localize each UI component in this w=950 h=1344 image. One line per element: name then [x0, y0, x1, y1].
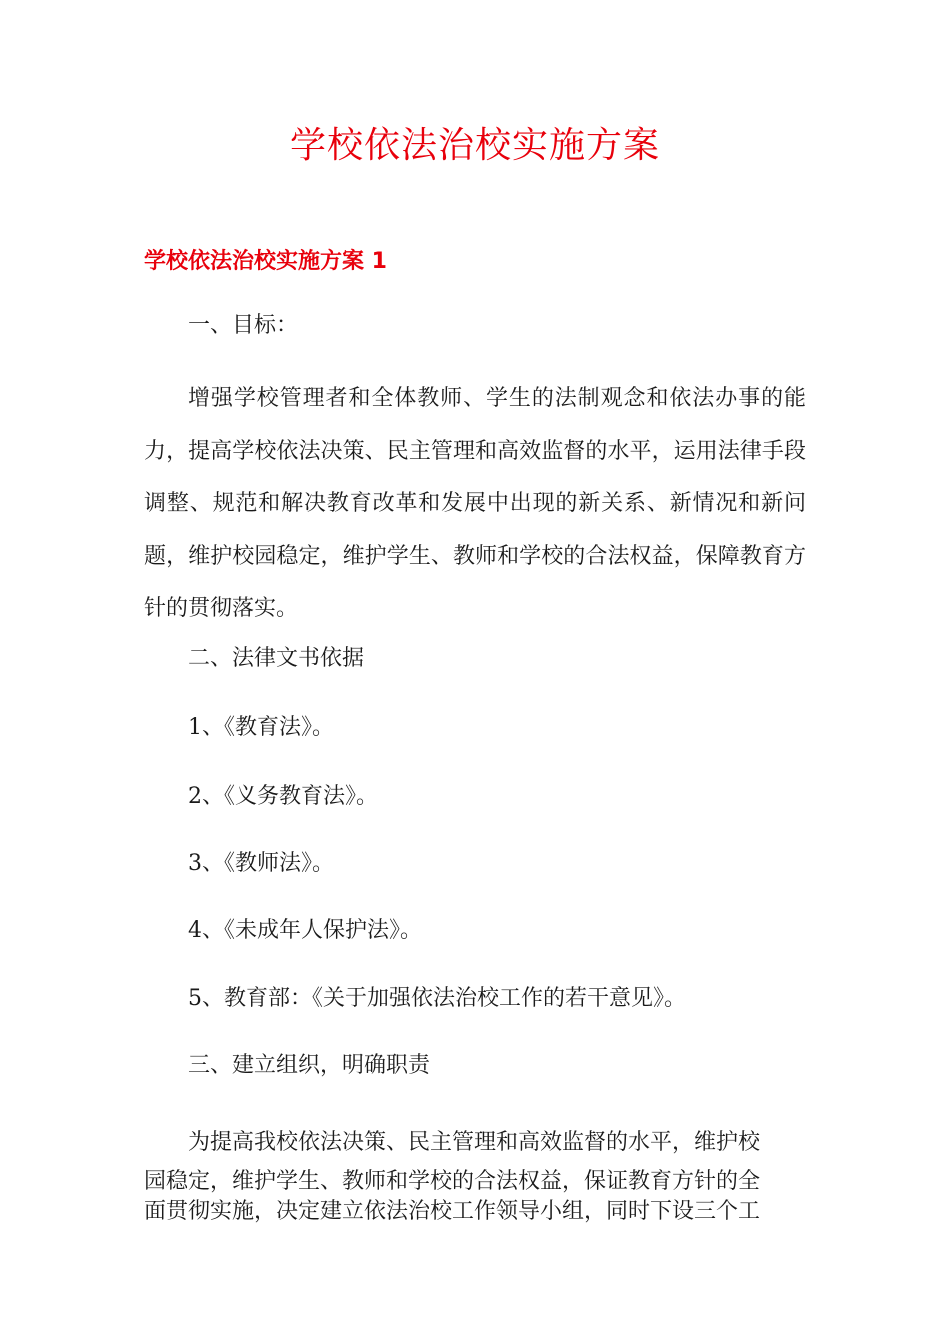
legal-item: 3、《教师法》。 [188, 851, 334, 876]
legal-item: 2、《义务教育法》。 [188, 784, 378, 809]
legal-item: 5、教育部：《关于加强依法治校工作的若干意见》。 [188, 986, 686, 1011]
paragraph-line: 园稳定，维护学生、教师和学校的合法权益，保证教育方针的全 [144, 1169, 761, 1194]
organization-heading: 三、建立组织，明确职责 [188, 1053, 431, 1078]
goal-paragraph [144, 373, 806, 636]
legal-item: 1、《教育法》。 [188, 715, 334, 740]
legal-item: 4、《未成年人保护法》。 [188, 918, 422, 943]
goal-heading: 一、目标： [188, 313, 299, 338]
paragraph-line: 面贯彻实施，决定建立依法治校工作领导小组，同时下设三个工 [144, 1199, 761, 1224]
organization-paragraph [144, 1119, 806, 1227]
section-subtitle: 学校依法治校实施方案 1 [144, 249, 387, 274]
paragraph-line: 为提高我校依法决策、民主管理和高效监督的水平，维护校 [188, 1130, 761, 1155]
document-title: 学校依法治校实施方案 [289, 125, 660, 166]
goal-paragraph-text: 增强学校管理者和全体教师、学生的法制观念和依法办事的能力，提高学校依法决策、民主管理和高效监督的水平，运用法律手段调整、规范和解决教育改革和发展中出现的新关系、新情况和新问题，维护校园稳定，维护学生、教师和学校的合法权益，保障教育方针的贯彻落实。 [144, 386, 806, 621]
legal-basis-heading: 二、法律文书依据 [188, 646, 365, 671]
